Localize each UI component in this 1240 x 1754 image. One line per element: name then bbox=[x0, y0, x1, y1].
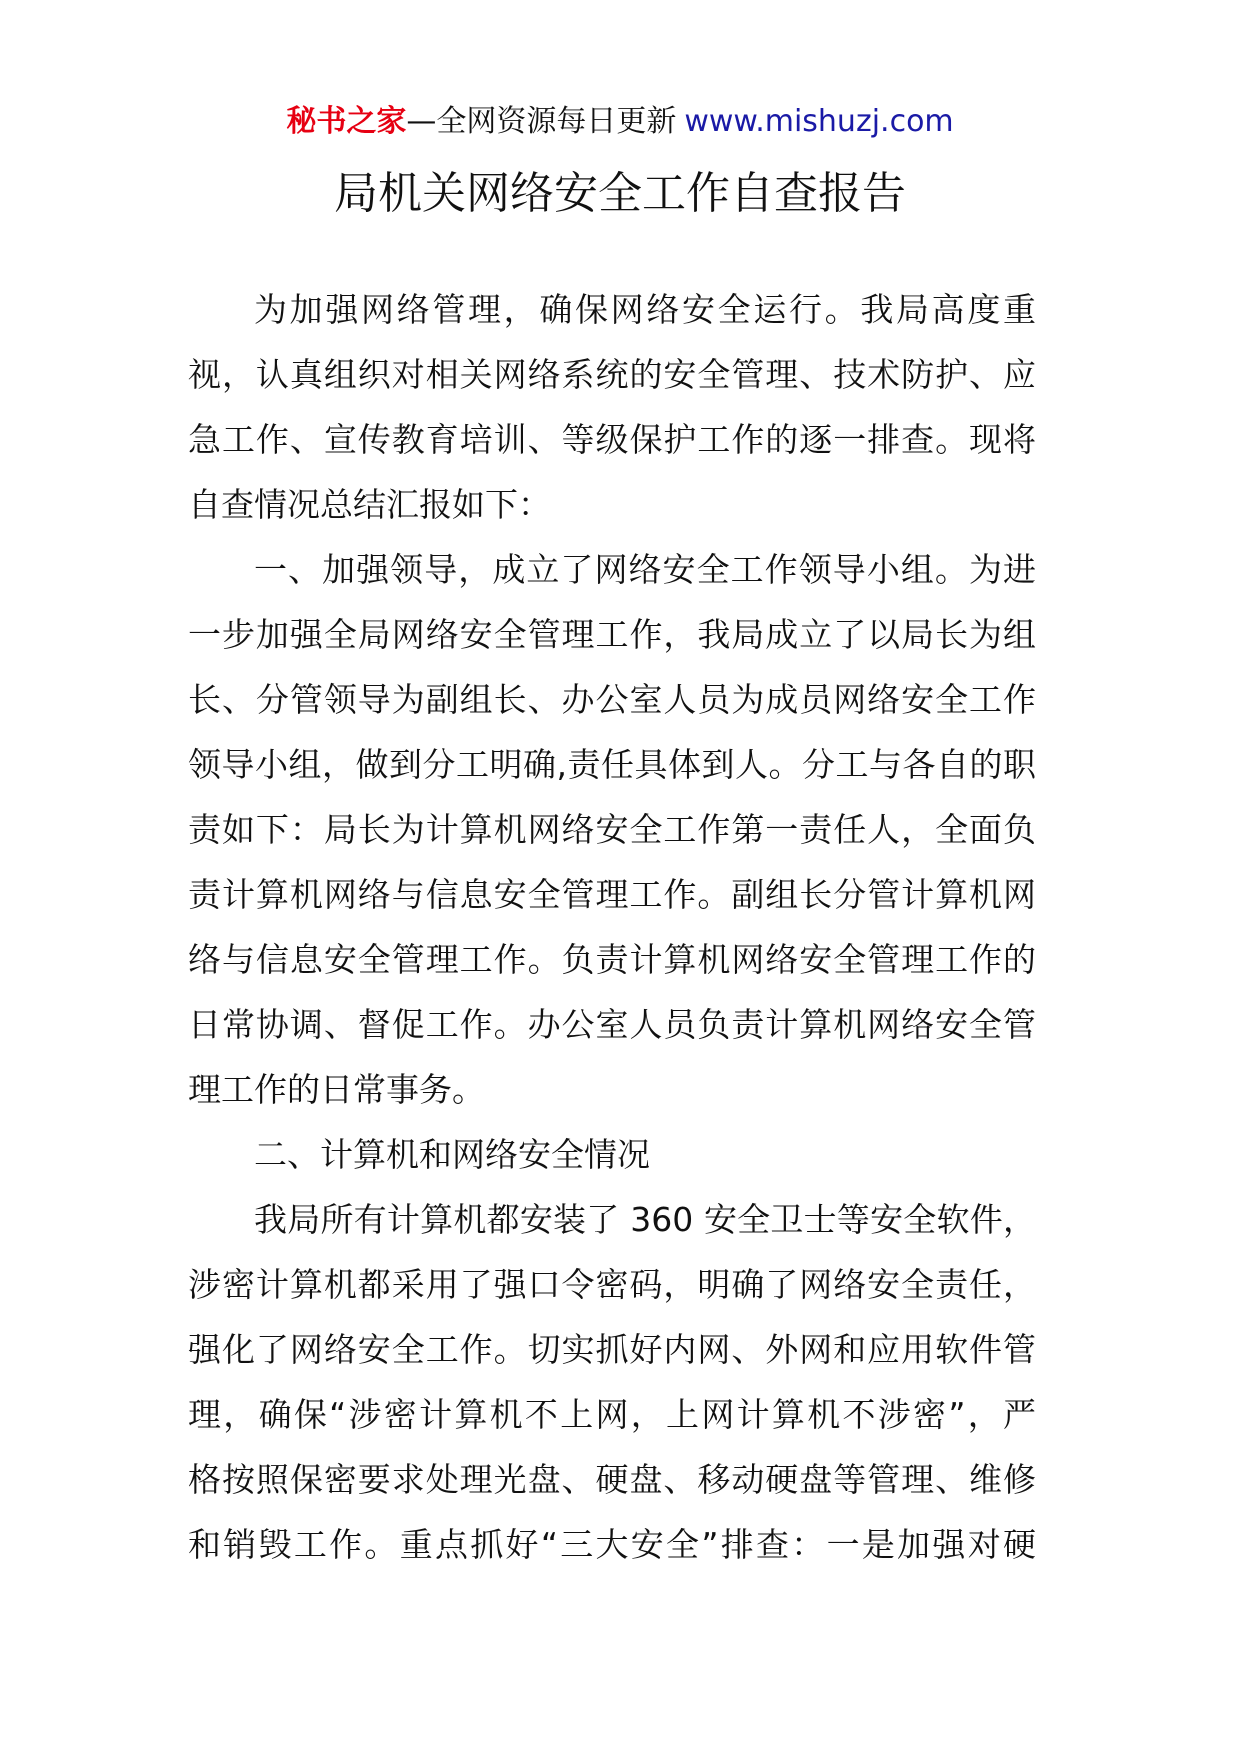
text-line: 为加强网络管理，确保网络安全运行。我局高度重 bbox=[254, 290, 1036, 329]
text-line: 理，确保“涉密计算机不上网，上网计算机不涉密”，严 bbox=[188, 1395, 1036, 1434]
text-line: 急工作、宣传教育培训、等级保护工作的逐一排查。现将 bbox=[188, 420, 1036, 459]
text-line: 责如下：局长为计算机网络安全工作第一责任人，全面负 bbox=[188, 810, 1036, 849]
slogan-text: —全网资源每日更新 bbox=[406, 104, 677, 139]
text-line: 一、加强领导，成立了网络安全工作领导小组。为进 bbox=[254, 550, 1036, 589]
text-line: 和销毁工作。重点抓好“三大安全”排查：一是加强对硬 bbox=[188, 1525, 1036, 1564]
document-body bbox=[188, 290, 1036, 1590]
site-banner bbox=[0, 102, 1240, 142]
text-line: 一步加强全局网络安全管理工作，我局成立了以局长为组 bbox=[188, 615, 1036, 654]
text-line: 领导小组，做到分工明确,责任具体到人。分工与各自的职 bbox=[188, 745, 1036, 784]
text-line: 长、分管领导为副组长、办公室人员为成员网络安全工作 bbox=[188, 680, 1036, 719]
text-line: 络与信息安全管理工作。负责计算机网络安全管理工作的 bbox=[188, 940, 1036, 979]
text-line: 二、计算机和网络安全情况 bbox=[254, 1135, 650, 1174]
text-line: 强化了网络安全工作。切实抓好内网、外网和应用软件管 bbox=[188, 1330, 1036, 1369]
document-title: 局机关网络安全工作自查报告 bbox=[334, 168, 906, 219]
text-line: 视，认真组织对相关网络系统的安全管理、技术防护、应 bbox=[188, 355, 1036, 394]
brand-name: 秘书之家 bbox=[286, 104, 407, 139]
text-line: 格按照保密要求处理光盘、硬盘、移动硬盘等管理、维修 bbox=[188, 1460, 1036, 1499]
text-line: 自查情况总结汇报如下： bbox=[188, 485, 551, 524]
text-line: 责计算机网络与信息安全管理工作。副组长分管计算机网 bbox=[188, 875, 1036, 914]
site-url-link[interactable]: www.mishuzj.com bbox=[684, 104, 954, 139]
text-line: 我局所有计算机都安装了 360 安全卫士等安全软件， bbox=[254, 1200, 1036, 1239]
text-line: 涉密计算机都采用了强口令密码，明确了网络安全责任， bbox=[188, 1265, 1036, 1304]
text-line: 日常协调、督促工作。办公室人员负责计算机网络安全管 bbox=[188, 1005, 1036, 1044]
text-line: 理工作的日常事务。 bbox=[188, 1070, 485, 1109]
